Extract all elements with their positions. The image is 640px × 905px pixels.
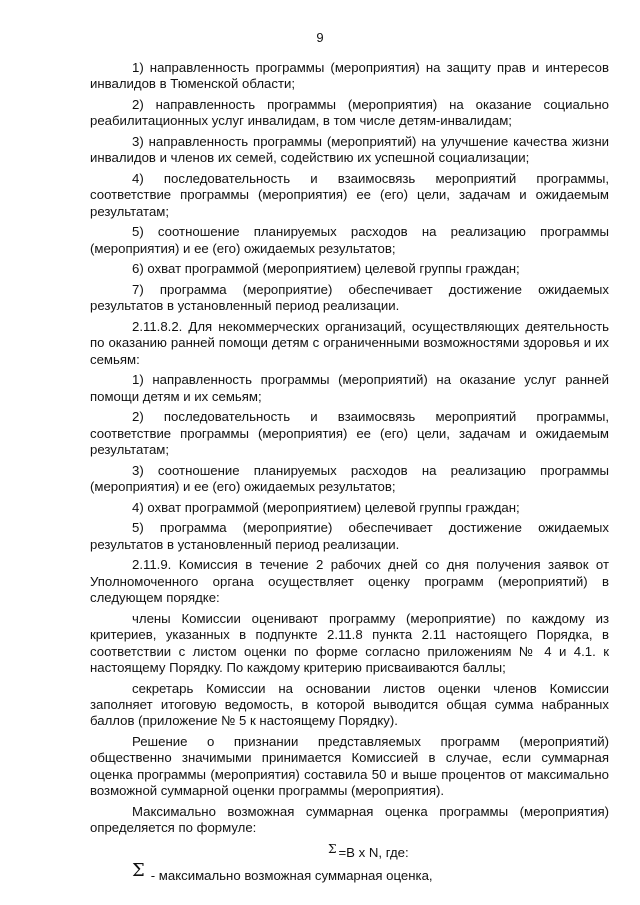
paragraph: 4) охват программой (мероприятием) целевой группы граждан; <box>132 499 520 515</box>
page-number: 9 <box>316 30 324 45</box>
definition-text: - максимально возможная суммарная оценка, <box>150 868 433 884</box>
formula-text: =В x N, где: <box>338 844 409 860</box>
paragraph: 3) соотношение планируемых расходов на реализацию программы (мероприятия) и ее (его) ожидаемых результатов; <box>90 462 609 495</box>
sigma-symbol: Σ <box>132 860 145 882</box>
paragraph: 2) последовательность и взаимосвязь мероприятий программы, соответствие программы (мероприятия) ее (его) цели, задачам и ожидаемым результатам; <box>90 409 609 458</box>
paragraph: Максимально возможная суммарная оценка программы (мероприятия) определяется по формуле: <box>90 803 609 836</box>
paragraph: 1) направленность программы (мероприятий) на оказание услуг ранней помощи детям и их семьям; <box>90 372 609 404</box>
paragraph: 3) направленность программы (мероприятий) на улучшение качества жизни инвалидов и членов их семей, содействию их успешной социализации; <box>90 134 609 166</box>
paragraph: члены Комиссии оценивают программу (мероприятие) по каждому из критериев, указанных в подпункте 2.11.8 пункта 2.11 настоящего Порядка, в соответствии с листом оценки по форме согласно приложениям № 4 и 4.1. к настоящему Порядку. По каждому критерию присваиваются баллы; <box>90 610 609 676</box>
paragraph: 5) программа (мероприятие) обеспечивает достижение ожидаемых результатов в установленный период реализации. <box>90 520 609 552</box>
paragraph: 1) направленность программы (мероприятия) на защиту прав и интересов инвалидов в Тюменской области; <box>90 60 609 92</box>
paragraph: 5) соотношение планируемых расходов на реализацию программы (мероприятия) и ее (его) ожидаемых результатов; <box>90 224 609 256</box>
paragraph: 2.11.9. Комиссия в течение 2 рабочих дней со дня получения заявок от Уполномоченного органа осуществляет оценку программ (мероприятий) в следующем порядке: <box>90 557 609 606</box>
formula <box>90 841 609 861</box>
document-body <box>90 60 609 884</box>
sigma-symbol: Σ <box>328 841 337 856</box>
paragraph: Решение о признании представляемых программ (мероприятий) общественно значимыми принимается Комиссией в случае, если суммарная оценка программы (мероприятия) составила 50 и выше процентов от максимально возможной суммарной оценки программы (мероприятия). <box>90 734 609 799</box>
paragraph: 2.11.8.2. Для некоммерческих организаций, осуществляющих деятельность по оказанию ранней помощи детям с ограниченными возможностями здоровья и их семьям: <box>90 319 609 367</box>
formula-definition <box>90 860 609 884</box>
paragraph: секретарь Комиссии на основании листов оценки членов Комиссии заполняет итоговую ведомость, в которой выводится общая сумма набранных баллов (приложение № 5 к настоящему Порядку). <box>90 680 609 729</box>
paragraph: 4) последовательность и взаимосвязь мероприятий программы, соответствие программы (мероприятия) ее (его) цели, задачам и ожидаемым результатам; <box>90 171 609 219</box>
paragraph: 2) направленность программы (мероприятия) на оказание социально реабилитационных услуг инвалидам, в том числе детям-инвалидам; <box>90 97 609 129</box>
paragraph: 6) охват программой (мероприятием) целевой группы граждан; <box>132 261 520 277</box>
paragraph: 7) программа (мероприятие) обеспечивает достижение ожидаемых результатов в установленный период реализации. <box>90 282 609 314</box>
